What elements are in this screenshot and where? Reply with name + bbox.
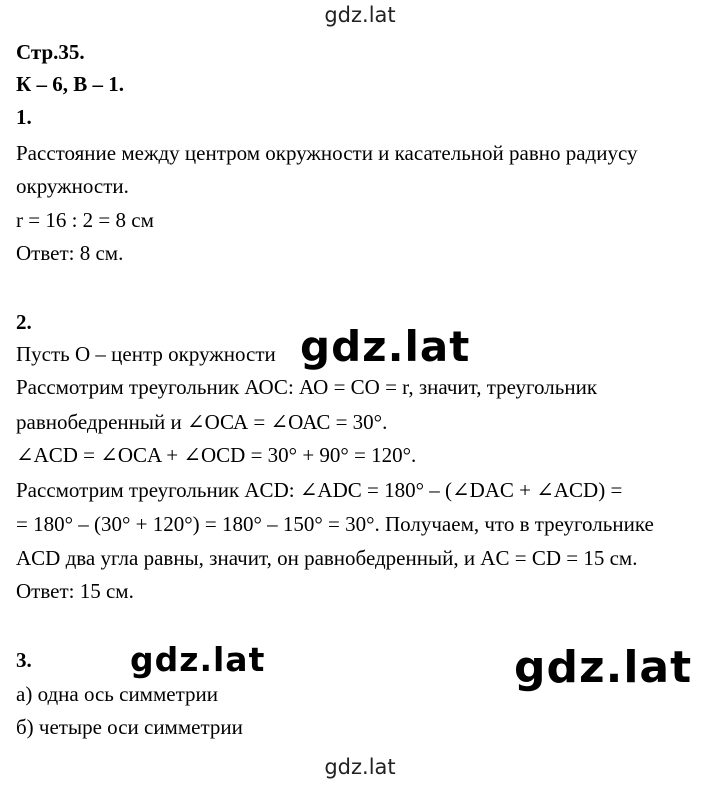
task-2-line-3: равнобедренный и ∠ОСА = ∠ОАС = 30°.: [16, 410, 388, 434]
task-2-line-1: Пусть О – центр окружности: [16, 342, 276, 366]
task-1-answer: Ответ: 8 см.: [16, 241, 124, 265]
task-1-line-2: окружности.: [16, 174, 129, 198]
task-2-answer: Ответ: 15 см.: [16, 579, 134, 603]
task-3-line-a: а) одна ось симметрии: [16, 682, 218, 706]
task-1-line-1: Расстояние между центром окружности и касательной равно радиусу: [16, 141, 638, 165]
watermark-left: gdz.lat: [130, 640, 266, 679]
task-1-line-3: r = 16 : 2 = 8 см: [16, 208, 154, 232]
task-1-number: 1.: [16, 105, 32, 129]
task-3-line-b: б) четыре оси симметрии: [16, 715, 243, 739]
task-2-number: 2.: [16, 310, 32, 334]
task-2-line-2: Рассмотрим треугольник АОС: АО = СО = r, значит, треугольник: [16, 375, 598, 399]
task-2-line-4: ∠ACD = ∠OCA + ∠OCD = 30° + 90° = 120°.: [16, 443, 417, 467]
task-2-line-6: = 180° – (30° + 120°) = 180° – 150° = 30°. Получаем, что в треугольнике: [16, 512, 654, 536]
watermark-mid: gdz.lat: [300, 322, 471, 371]
variant-heading: К – 6, В – 1.: [16, 72, 124, 96]
watermark-bottom: gdz.lat: [324, 755, 396, 779]
watermark-top: gdz.lat: [324, 3, 396, 27]
task-2-line-7: ACD два угла равны, значит, он равнобедренный, и AC = CD = 15 см.: [16, 546, 638, 570]
page-number-heading: Стр.35.: [16, 40, 85, 64]
watermark-right: gdz.lat: [514, 642, 693, 693]
task-3-number: 3.: [16, 648, 32, 672]
task-2-line-5: Рассмотрим треугольник ACD: ∠ADC = 180° – (∠DAC + ∠ACD) =: [16, 478, 623, 502]
